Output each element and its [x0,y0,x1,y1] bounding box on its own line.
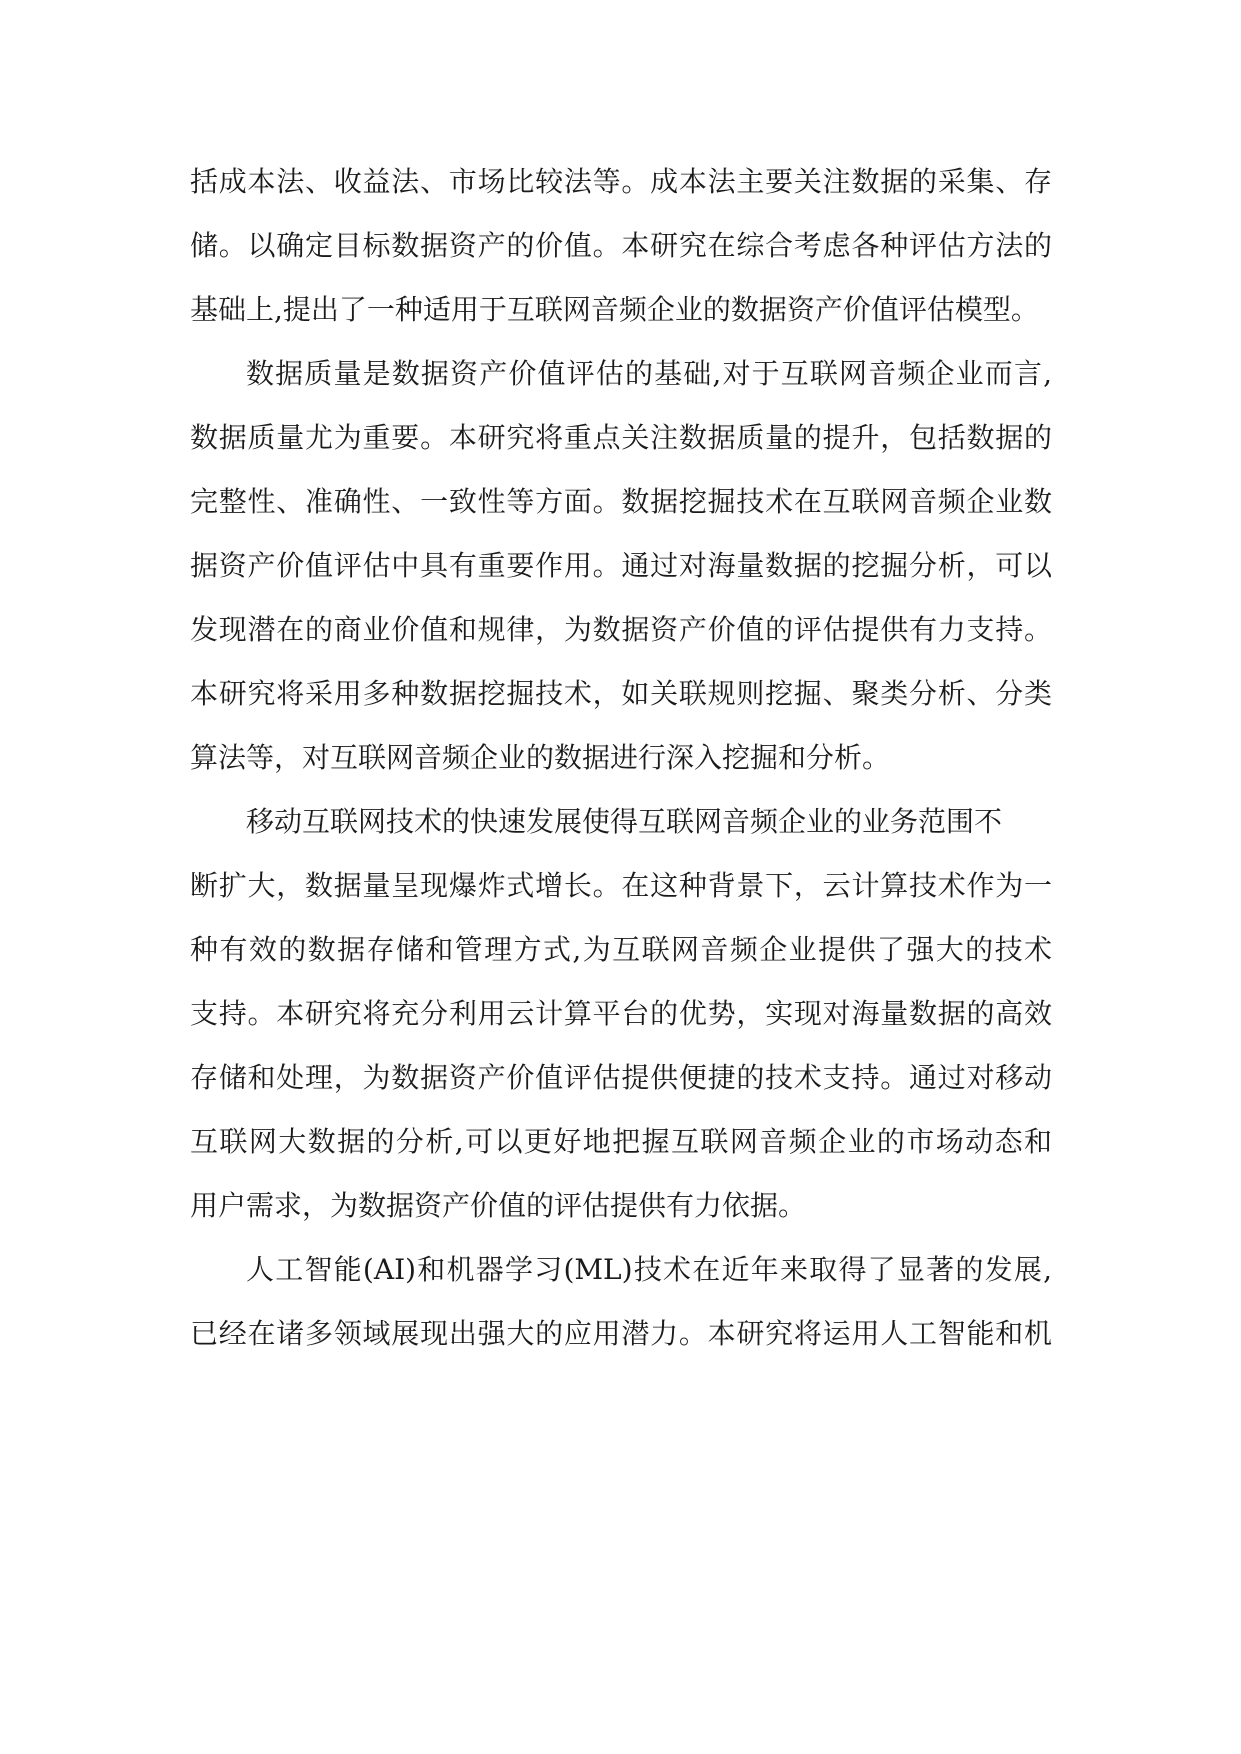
text-line: 断扩大，数据量呈现爆炸式增长。在这种背景下，云计算技术作为一 [190,869,1052,902]
paragraph-data-quality [190,342,1052,790]
text-line: 基础上,提出了一种适用于互联网音频企业的数据资产价值评估模型。 [190,293,1039,326]
paragraph-ai-ml [190,1238,1052,1366]
body-text [190,150,1052,1366]
paragraph-cloud-computing [190,790,1052,1238]
text-line: 完整性、准确性、一致性等方面。数据挖掘技术在互联网音频企业数 [190,485,1052,518]
text-line: 移动互联网技术的快速发展使得互联网音频企业的业务范围不 [246,805,1003,838]
text-line: 数据质量尤为重要。本研究将重点关注数据质量的提升，包括数据的 [190,421,1052,454]
text-line: 算法等，对互联网音频企业的数据进行深入挖掘和分析。 [190,741,891,774]
paragraph-cost-method [190,150,1052,342]
text-line: 储。以确定目标数据资产的价值。本研究在综合考虑各种评估方法的 [190,229,1052,262]
text-line: 用户需求，为数据资产价值的评估提供有力依据。 [190,1189,807,1222]
text-line: 存储和处理，为数据资产价值评估提供便捷的技术支持。通过对移动 [190,1061,1052,1094]
text-line: 人工智能(AI)和机器学习(ML)技术在近年来取得了显著的发展, [246,1253,1052,1286]
text-line: 数据质量是数据资产价值评估的基础,对于互联网音频企业而言, [246,357,1052,390]
text-line: 据资产价值评估中具有重要作用。通过对海量数据的挖掘分析，可以 [190,549,1052,582]
text-line: 发现潜在的商业价值和规律，为数据资产价值的评估提供有力支持。 [190,613,1052,646]
text-line: 种有效的数据存储和管理方式,为互联网音频企业提供了强大的技术 [190,933,1052,966]
text-line: 支持。本研究将充分利用云计算平台的优势，实现对海量数据的高效 [190,997,1052,1030]
text-line: 括成本法、收益法、市场比较法等。成本法主要关注数据的采集、存 [190,165,1052,198]
text-line: 已经在诸多领域展现出强大的应用潜力。本研究将运用人工智能和机 [190,1317,1052,1350]
text-line: 互联网大数据的分析,可以更好地把握互联网音频企业的市场动态和 [190,1125,1052,1158]
text-line: 本研究将采用多种数据挖掘技术，如关联规则挖掘、聚类分析、分类 [190,677,1052,710]
